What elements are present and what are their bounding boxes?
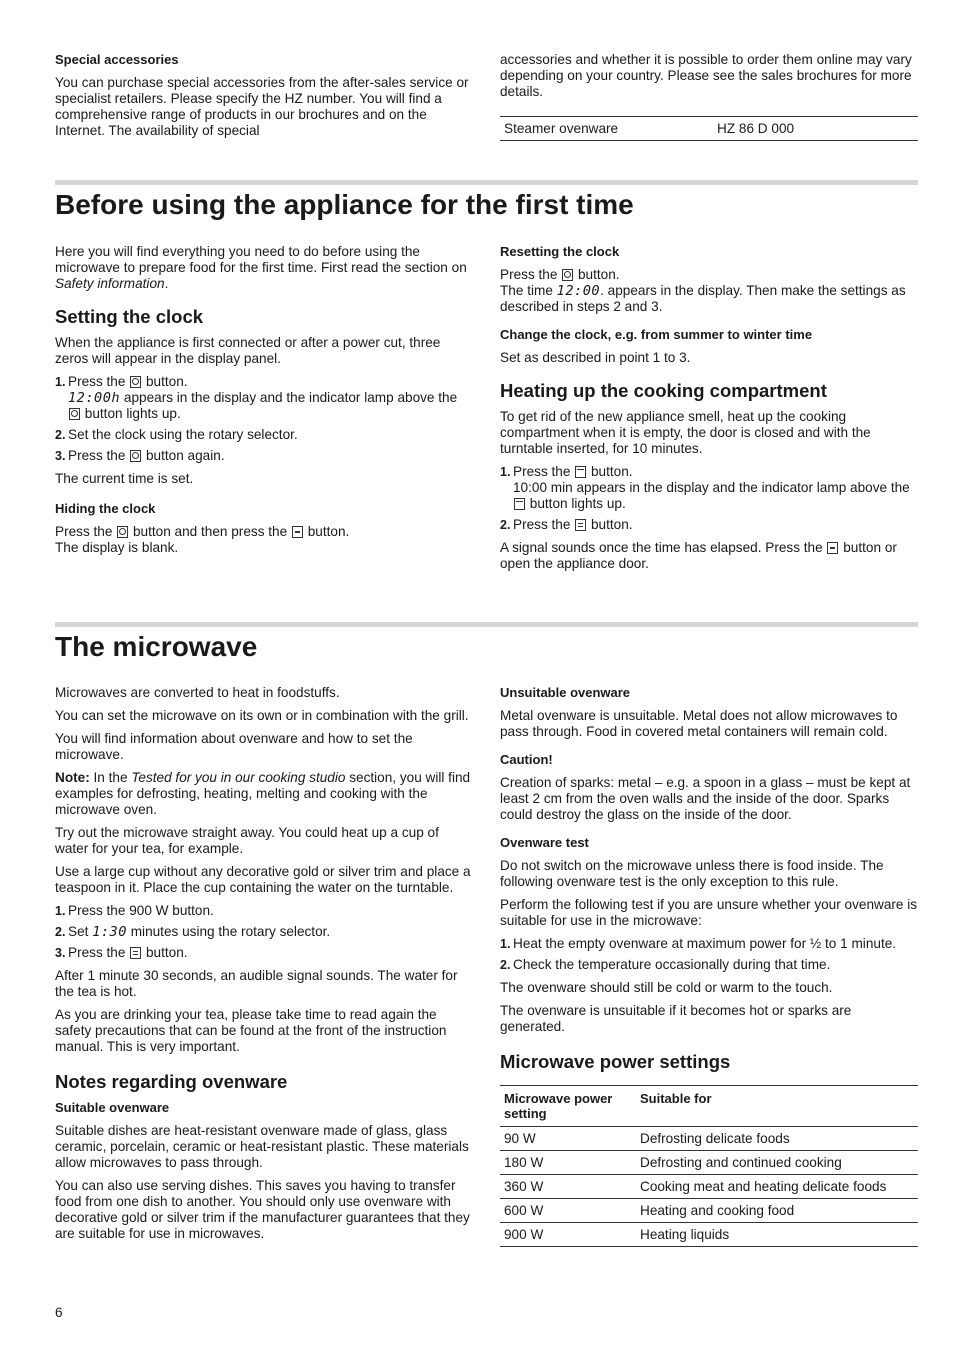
display-readout: 12:00 bbox=[556, 283, 601, 299]
subsection-heading: Notes regarding ovenware bbox=[55, 1071, 288, 1092]
paragraph: The current time is set. bbox=[55, 471, 194, 486]
list-item: 3. Press the button. bbox=[55, 945, 188, 960]
list-item: 2. Check the temperature occasionally during that time. bbox=[500, 957, 831, 972]
caution-text: Creation of sparks: metal – e.g. a spoon in a glass – must be kept at least 2 cm from the oven walls and the inside of the door. Sparks could destroy the glass on the inside of the door. bbox=[500, 775, 911, 822]
list-item: 2. Set 1:30 minutes using the rotary selector. bbox=[55, 924, 331, 940]
subsection-heading: Resetting the clock bbox=[500, 244, 620, 259]
table-cell: 180 W bbox=[500, 1151, 636, 1175]
table-cell: 90 W bbox=[500, 1127, 636, 1151]
paragraph: Suitable dishes are heat-resistant ovenware made of glass, glass ceramic, porcelain, ceramic or heat-resistant plastic. These materials allow microwaves to pass through. bbox=[55, 1123, 469, 1170]
paragraph: Press the button. The time 12:00. appears in the display. Then make the settings as described in steps 2 and 3. bbox=[500, 267, 906, 314]
table-cell: 360 W bbox=[500, 1175, 636, 1199]
before-using-left-column bbox=[55, 244, 471, 563]
paragraph: The ovenware is unsuitable if it becomes hot or sparks are generated. bbox=[500, 1003, 852, 1034]
subsection-heading: Change the clock, e.g. from summer to winter time bbox=[500, 327, 813, 342]
clock-button-icon bbox=[117, 526, 128, 538]
list-item: 1. Press the button. 12:00h appears in the display and the indicator lamp above the button lights up. bbox=[55, 374, 458, 421]
section-heading: Special accessories bbox=[55, 52, 179, 67]
table-row bbox=[500, 117, 918, 141]
display-readout: 1:30 bbox=[92, 924, 127, 940]
column-header: Suitable for bbox=[636, 1086, 918, 1127]
paragraph: A signal sounds once the time has elapsed. Press the button or open the appliance door. bbox=[500, 540, 897, 571]
paragraph: After 1 minute 30 seconds, an audible signal sounds. The water for the tea is hot. bbox=[55, 968, 458, 999]
section-divider bbox=[55, 622, 918, 627]
table-row bbox=[500, 1223, 918, 1247]
table-cell: Steamer ovenware bbox=[500, 117, 713, 141]
clock-button-icon bbox=[69, 408, 80, 420]
table-cell: 900 W bbox=[500, 1223, 636, 1247]
subsection-heading: Hiding the clock bbox=[55, 501, 156, 516]
intro-paragraph: Here you will find everything you need to do before using the microwave to prepare food for the first time. First read the section on Safety information. bbox=[55, 244, 467, 291]
heat-up-button-icon bbox=[575, 466, 586, 478]
paragraph: The ovenware should still be cold or warm to the touch. bbox=[500, 980, 833, 995]
paragraph: Try out the microwave straight away. You could heat up a cup of water for your tea, for example. bbox=[55, 825, 439, 856]
paragraph: You can purchase special accessories from the after-sales service or specialist retailers. Please specify the HZ number. You will find a comprehensive range of products in our brochures and on the Internet. The availability of special bbox=[55, 75, 469, 138]
list-item: 2. Press the button. bbox=[500, 517, 633, 532]
table-row bbox=[500, 1175, 918, 1199]
paragraph: You will find information about ovenware and how to set the microwave. bbox=[55, 731, 413, 762]
list-item: 3. Press the button again. bbox=[55, 448, 225, 463]
table-header-row bbox=[500, 1086, 918, 1127]
table-cell: HZ 86 D 000 bbox=[713, 117, 918, 141]
page-title: The microwave bbox=[55, 631, 258, 662]
paragraph: You can set the microwave on its own or in combination with the grill. bbox=[55, 708, 469, 723]
stop-button-icon bbox=[827, 542, 838, 554]
before-using-right-column bbox=[500, 244, 918, 579]
steps-list bbox=[500, 464, 918, 533]
subsection-heading: Suitable ovenware bbox=[55, 1100, 170, 1115]
page-number: 6 bbox=[55, 1305, 63, 1320]
table-cell: Cooking meat and heating delicate foods bbox=[636, 1175, 918, 1199]
table-row bbox=[500, 1127, 918, 1151]
subsection-heading: Microwave power settings bbox=[500, 1051, 731, 1072]
start-button-icon bbox=[575, 519, 586, 531]
list-item: 2. Set the clock using the rotary selector. bbox=[55, 427, 298, 442]
subsection-heading: Setting the clock bbox=[55, 306, 204, 327]
paragraph: To get rid of the new appliance smell, heat up the cooking compartment when it is empty, the door is closed and with the turntable inserted, for 10 minutes. bbox=[500, 409, 871, 456]
heat-up-button-icon bbox=[514, 498, 525, 510]
paragraph: Metal ovenware is unsuitable. Metal does not allow microwaves to pass through. Food in covered metal containers will remain cold. bbox=[500, 708, 898, 739]
list-item: 1. Press the 900 W button. bbox=[55, 903, 214, 918]
paragraph: Do not switch on the microwave unless there is food inside. The following ovenware test is the only exception to this rule. bbox=[500, 858, 884, 889]
subsection-heading: Heating up the cooking compartment bbox=[500, 380, 827, 401]
column-header: Microwave power setting bbox=[500, 1086, 636, 1127]
page-title: Before using the appliance for the first time bbox=[55, 189, 634, 220]
list-item: 1. Press the button. 10:00 min appears in the display and the indicator lamp above the button lights up. bbox=[500, 464, 910, 511]
paragraph: Perform the following test if you are unsure whether your ovenware is suitable for use in the microwave: bbox=[500, 897, 918, 928]
table-cell: Heating and cooking food bbox=[636, 1199, 918, 1223]
special-accessories-right bbox=[500, 52, 918, 141]
microwave-right-column bbox=[500, 685, 918, 1247]
clock-button-icon bbox=[130, 376, 141, 388]
paragraph: When the appliance is first connected or after a power cut, three zeros will appear in the display panel. bbox=[55, 335, 441, 366]
note-paragraph: Note: In the Tested for you in our cooking studio section, you will find examples for defrosting, heating, melting and cooking with the microwave oven. bbox=[55, 770, 471, 817]
paragraph: Press the button and then press the button. The display is blank. bbox=[55, 524, 350, 555]
start-button-icon bbox=[130, 947, 141, 959]
special-accessories-left bbox=[55, 52, 471, 146]
steps-list bbox=[55, 903, 471, 961]
paragraph: As you are drinking your tea, please take time to read again the safety precautions that can be found at the front of the instruction manual. This is very important. bbox=[55, 1007, 447, 1054]
clock-button-icon bbox=[130, 450, 141, 462]
table-row bbox=[500, 1199, 918, 1223]
accessories-table bbox=[500, 116, 918, 141]
steps-list bbox=[55, 374, 471, 464]
power-settings-table bbox=[500, 1085, 918, 1247]
display-readout: 12:00h bbox=[68, 390, 121, 406]
table-row bbox=[500, 1151, 918, 1175]
table-cell: Defrosting and continued cooking bbox=[636, 1151, 918, 1175]
stop-button-icon bbox=[292, 526, 303, 538]
microwave-left-column bbox=[55, 685, 471, 1249]
table-cell: 600 W bbox=[500, 1199, 636, 1223]
caution-heading: Caution! bbox=[500, 752, 553, 767]
table-cell: Defrosting delicate foods bbox=[636, 1127, 918, 1151]
section-divider bbox=[55, 180, 918, 185]
paragraph: Set as described in point 1 to 3. bbox=[500, 350, 691, 365]
clock-button-icon bbox=[562, 269, 573, 281]
steps-list bbox=[500, 936, 918, 973]
list-item: 1. Heat the empty ovenware at maximum power for ½ to 1 minute. bbox=[500, 936, 897, 951]
paragraph: Microwaves are converted to heat in foodstuffs. bbox=[55, 685, 340, 700]
subsection-heading: Ovenware test bbox=[500, 835, 589, 850]
paragraph: You can also use serving dishes. This saves you having to transfer food from one dish to another. You should only use ovenware with decorative gold or silver trim if the manufacturer guarantees that they are suitable for use in microwaves. bbox=[55, 1178, 470, 1241]
subsection-heading: Unsuitable ovenware bbox=[500, 685, 631, 700]
table-cell: Heating liquids bbox=[636, 1223, 918, 1247]
paragraph: Use a large cup without any decorative gold or silver trim and place a teaspoon in it. Place the cup containing the water on the turntable. bbox=[55, 864, 471, 895]
paragraph: accessories and whether it is possible to order them online may vary depending on your country. Please see the sales brochures for more details. bbox=[500, 52, 912, 99]
